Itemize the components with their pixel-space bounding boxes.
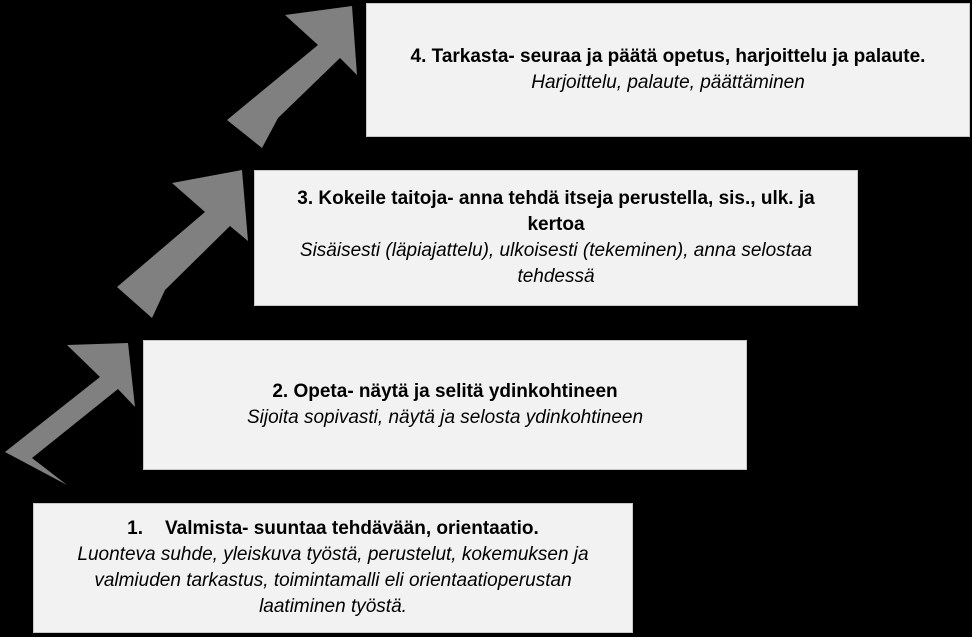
stage-1-box bbox=[33, 503, 633, 633]
stage-2-box bbox=[143, 340, 747, 470]
stage-4-title: 4. Tarkasta- seuraa ja päätä opetus, harjoittelu ja palaute. bbox=[410, 46, 926, 67]
stage-3-title: 3. Kokeile taitoja- anna tehdä itseja perustella, sis., ulk. ja kertoa bbox=[297, 188, 815, 235]
stage-1-description: Luonteva suhde, yleiskuva työstä, perustelut, kokemuksen ja valmiuden tarkastus, toimintamalli eli orientaatioperustan laatiminen työstä. bbox=[77, 544, 589, 617]
arrow-up-right-icon bbox=[117, 170, 248, 318]
stage-4-description: Harjoittelu, palaute, päättäminen bbox=[531, 72, 805, 93]
stage-1-title: Valmista- suuntaa tehdävään, orientaatio. bbox=[165, 518, 539, 539]
stage-4-box bbox=[366, 3, 970, 137]
arrow-up-right-icon bbox=[227, 6, 357, 148]
stage-3-box bbox=[254, 170, 858, 306]
stage-3-description: Sisäisesti (läpiajattelu), ulkoisesti (tekeminen), anna selostaa tehdessä bbox=[299, 240, 813, 287]
stage-2-title: 2. Opeta- näytä ja selitä ydinkohtineen bbox=[272, 381, 618, 402]
arrow-up-right-icon bbox=[5, 343, 135, 485]
stage-1-number: 1. bbox=[127, 518, 144, 539]
stage-2-description: Sijoita sopivasti, näytä ja selosta ydinkohtineen bbox=[246, 407, 644, 428]
stage-1-heading bbox=[127, 516, 539, 542]
